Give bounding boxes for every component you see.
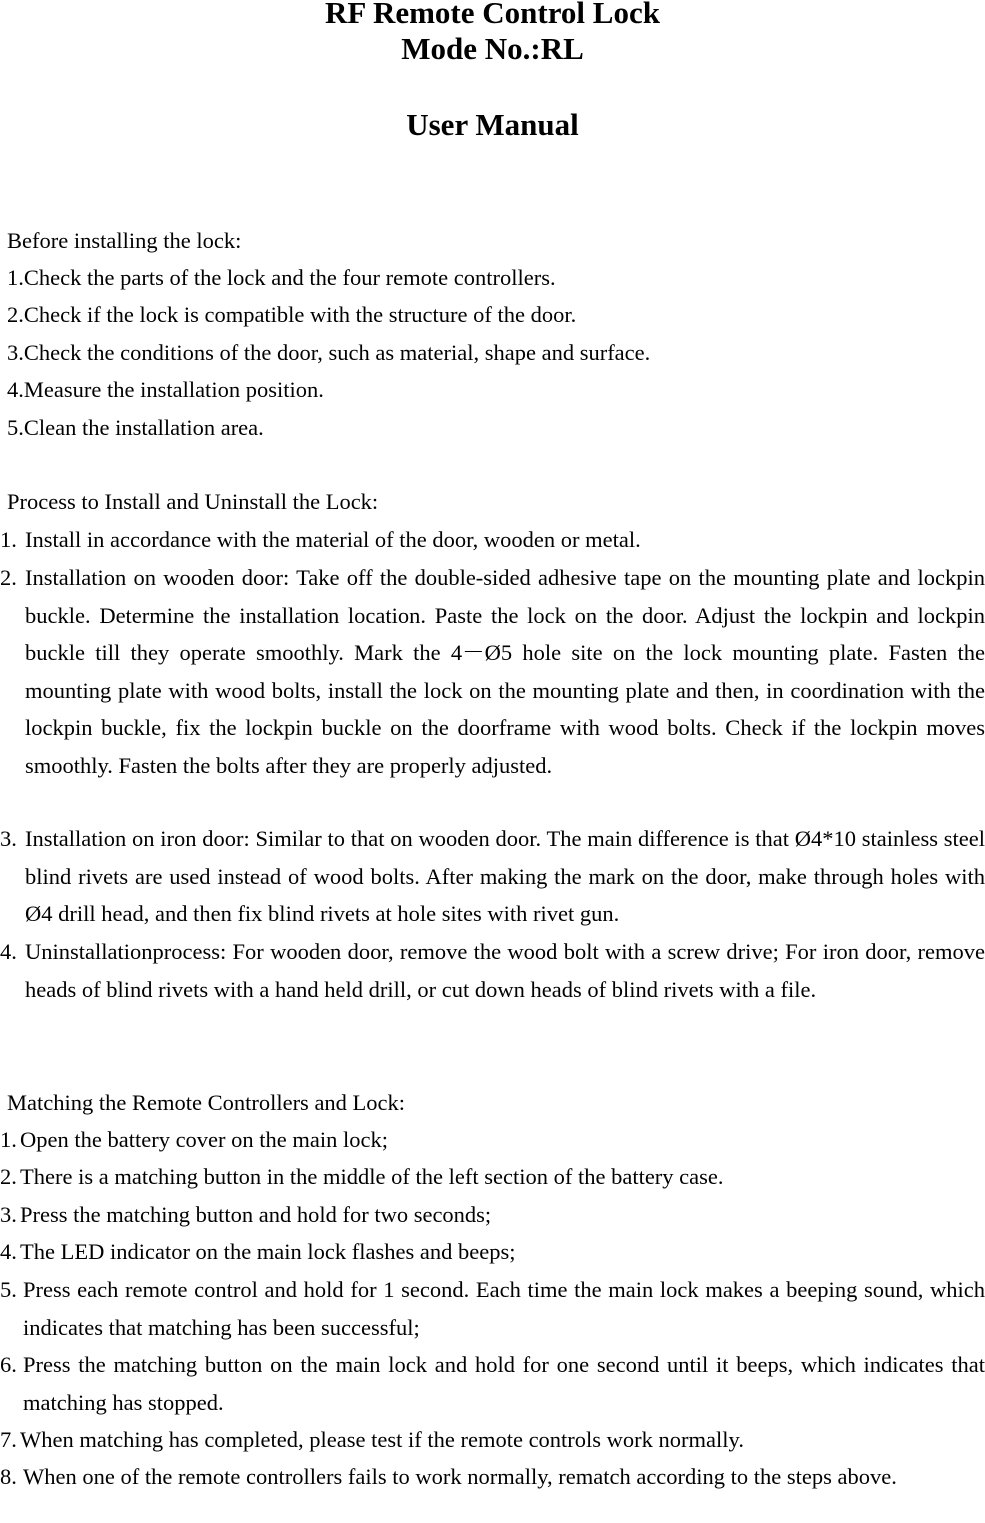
- matching-item-text: Press the matching button on the main lock and hold for one second until it beeps, which indicates that matching has stopped.: [23, 1352, 985, 1415]
- matching-item-text: Press each remote control and hold for 1 second. Each time the main lock makes a beeping sound, which indicates that matching has been successful;: [23, 1277, 985, 1340]
- process-item-text: Install in accordance with the material of the door, wooden or metal.: [25, 527, 641, 552]
- process-item-text: Installation on wooden door: Take off the double-sided adhesive tape on the mounting plate and lockpin buckle. Determine the installation location. Paste the lock on the door. Adjust the lockpin and lockpin buckle till they operate smoothly. Mark the 4－Ø5 hole site on the lock mounting plate. Fasten the mounting plate with wood bolts, install the lock on the mounting plate and then, in coordination with the lockpin buckle, fix the lockpin buckle on the doorframe with wood bolts. Check if the lockpin moves smoothly. Fasten the bolts after they are properly adjusted.: [25, 565, 985, 778]
- before-install-heading: Before installing the lock:: [7, 228, 242, 253]
- matching-item: [0, 1271, 985, 1346]
- before-install-item: 4.Measure the installation position.: [7, 377, 324, 402]
- matching-item-text: Press the matching button and hold for two seconds;: [20, 1202, 492, 1227]
- matching-item-text: When matching has completed, please test if the remote controls work normally.: [20, 1427, 744, 1452]
- matching-item: [0, 1421, 985, 1459]
- before-install-item: 2.Check if the lock is compatible with the structure of the door.: [7, 302, 577, 327]
- matching-item-text: When one of the remote controllers fails to work normally, rematch according to the steps above.: [23, 1464, 897, 1489]
- matching-item-number: 2.: [0, 1164, 17, 1189]
- document-subtitle: User Manual: [406, 107, 579, 142]
- process-item: [0, 559, 985, 784]
- process-item-number: 4.: [0, 939, 17, 964]
- process-item: [0, 933, 985, 1008]
- matching-heading: Matching the Remote Controllers and Lock:: [7, 1090, 406, 1115]
- matching-item-number: 1.: [0, 1127, 17, 1152]
- model-number: Mode No.:RL: [401, 31, 584, 66]
- process-item-text: Uninstallationprocess: For wooden door, remove the wood bolt with a screw drive; For iron door, remove heads of blind rivets with a hand held drill, or cut down heads of blind rivets with a file.: [25, 939, 985, 1002]
- matching-item-number: 3.: [0, 1202, 17, 1227]
- matching-item: [0, 1458, 985, 1496]
- matching-item-text: There is a matching button in the middle of the left section of the battery case.: [20, 1164, 724, 1189]
- process-item: [0, 521, 985, 559]
- matching-item: [0, 1158, 985, 1196]
- matching-item: [0, 1346, 985, 1421]
- matching-item: [0, 1233, 985, 1271]
- matching-item-number: 8.: [0, 1464, 17, 1489]
- matching-item-number: 6.: [0, 1352, 17, 1377]
- before-install-item: 1.Check the parts of the lock and the four remote controllers.: [7, 265, 556, 290]
- matching-item: [0, 1196, 985, 1234]
- process-item-text: Installation on iron door: Similar to that on wooden door. The main difference is that Ø4*10 stainless steel blind rivets are used instead of wood bolts. After making the mark on the door, make through holes with Ø4 drill head, and then fix blind rivets at hole sites with rivet gun.: [25, 826, 985, 926]
- document-title: RF Remote Control Lock: [325, 0, 660, 30]
- before-install-item: 5.Clean the installation area.: [7, 415, 264, 440]
- process-item-number: 2.: [0, 565, 17, 590]
- before-install-item: 3.Check the conditions of the door, such as material, shape and surface.: [7, 340, 651, 365]
- matching-item-number: 7.: [0, 1427, 17, 1452]
- process-item-number: 3.: [0, 826, 17, 851]
- matching-item-text: Open the battery cover on the main lock;: [20, 1127, 388, 1152]
- process-item-number: 1.: [0, 527, 17, 552]
- matching-item: [0, 1121, 985, 1159]
- matching-item-number: 5.: [0, 1277, 17, 1302]
- matching-item-text: The LED indicator on the main lock flashes and beeps;: [20, 1239, 516, 1264]
- process-heading: Process to Install and Uninstall the Lock:: [7, 489, 379, 514]
- matching-item-number: 4.: [0, 1239, 17, 1264]
- process-item: [0, 820, 985, 933]
